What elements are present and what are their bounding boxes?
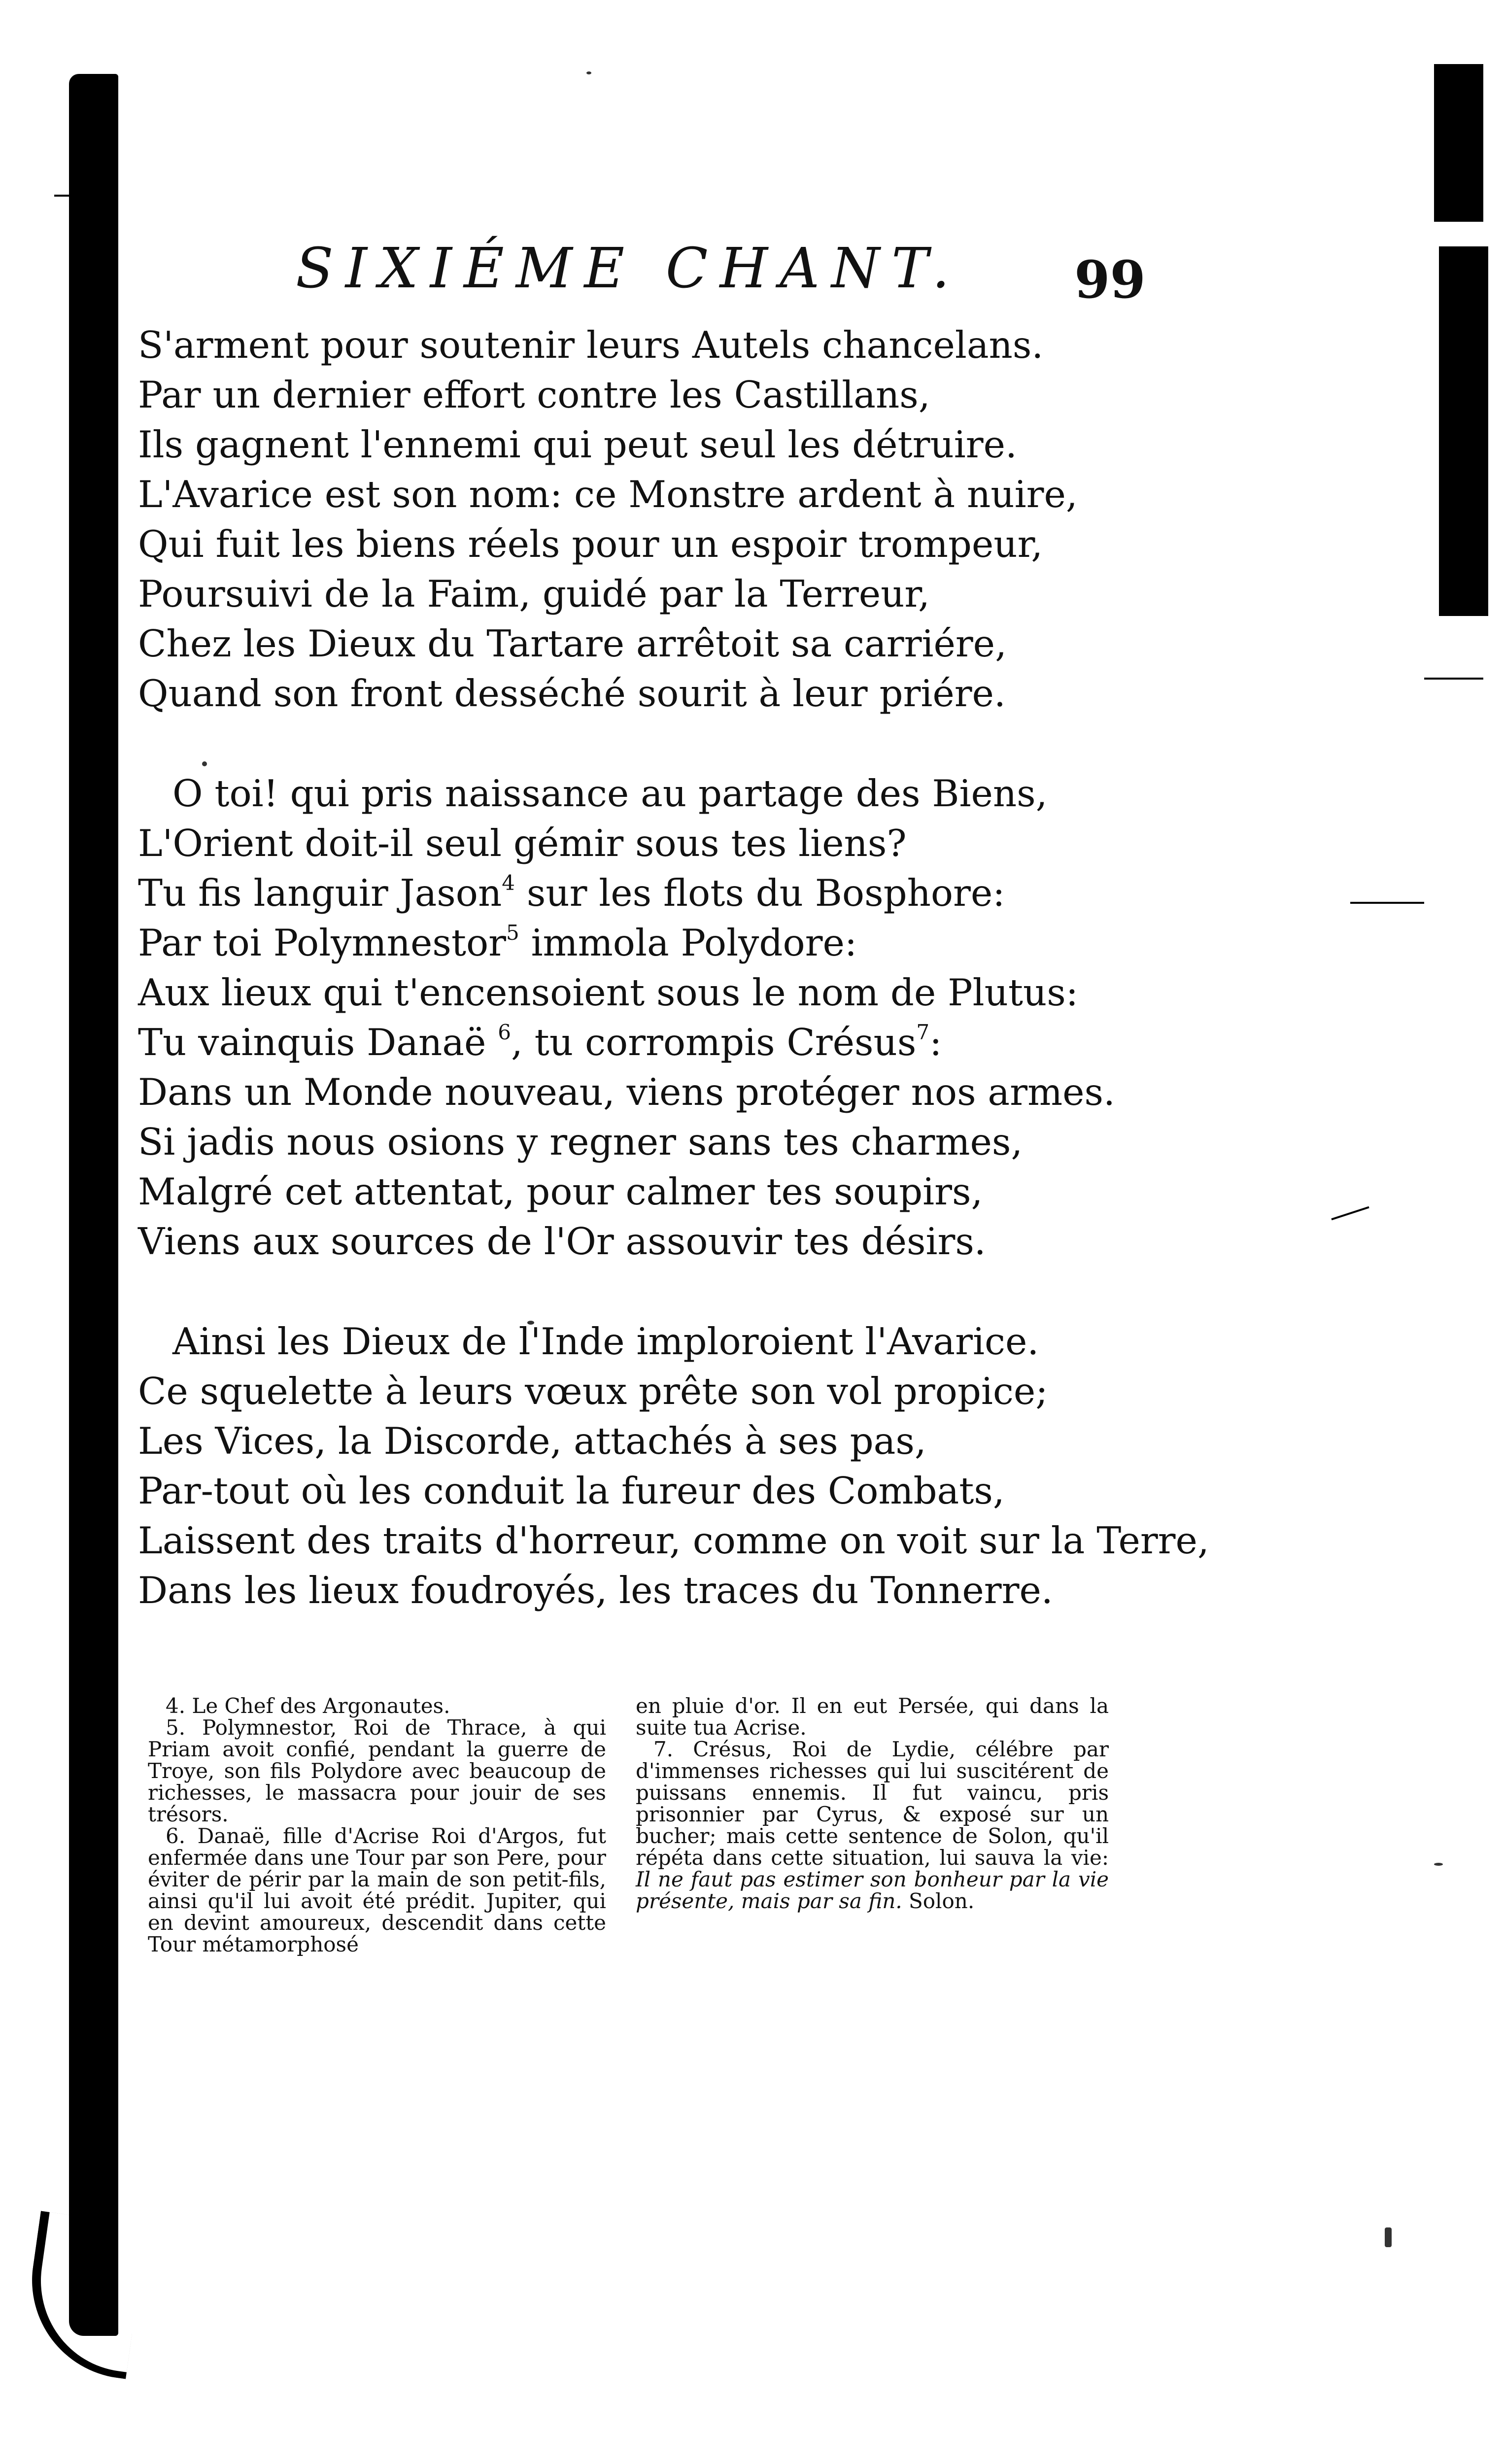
scan-speck — [586, 71, 591, 74]
verse-line: Aux lieux qui t'encensoient sous le nom de Plutus: — [138, 971, 1079, 1014]
stanza-3 — [138, 1317, 1209, 1615]
running-title: SIXIÉME CHANT. — [296, 237, 961, 301]
footnotes-column-left — [148, 1695, 606, 1955]
verse-line: Quand son front desséché sourit à leur priére. — [138, 672, 1006, 715]
verse-text: immola Polydore: — [519, 921, 857, 964]
verse-text: sur les flots du Bosphore: — [514, 871, 1005, 915]
verse-text: : — [929, 1021, 942, 1064]
scan-mark — [1350, 902, 1424, 904]
page-number: 99 — [1074, 249, 1146, 310]
footnote-6-continued: en pluie d'or. Il en eut Persée, qui dans la suite tua Acrise. — [636, 1694, 1109, 1740]
footnote-7 — [636, 1739, 1109, 1912]
verse-line: Dans un Monde nouveau, viens protéger nos armes. — [138, 1070, 1115, 1114]
footnote-ref-6: 6 — [498, 1020, 511, 1044]
scan-mark — [1331, 1206, 1369, 1221]
verse-line: S'arment pour soutenir leurs Autels chancelans. — [138, 323, 1044, 367]
footnote-5: 5. Polymnestor, Roi de Thrace, à qui Priam avoit confié, pendant la guerre de Troye, son fils Polydore avec beaucoup de richesses, le massacra pour jouir de ses trésors. — [148, 1715, 606, 1826]
verse-line: Ils gagnent l'ennemi qui peut seul les détruire. — [138, 423, 1017, 466]
verse-line: Poursuivi de la Faim, guidé par la Terreur, — [138, 572, 930, 616]
verse-line: O toi! qui pris naissance au partage des Biens, — [172, 772, 1048, 815]
verse-line: Chez les Dieux du Tartare arrêtoit sa carriére, — [138, 622, 1007, 665]
footnote-7-text: 7. Crésus, Roi de Lydie, célébre par d'immenses richesses qui lui suscitérent de puissans ennemis. Il fut vaincu, pris prisonnier par Cyrus, & exposé sur un bucher; mais cette sentence de Solon, qu'il répéta dans cette situation, lui sauva la vie: — [636, 1737, 1109, 1870]
verse-text: Tu vainquis Danaë — [138, 1021, 498, 1064]
verse-line: Laissent des traits d'horreur, comme on voit sur la Terre, — [138, 1519, 1209, 1562]
footnote-6: 6. Danaë, fille d'Acrise Roi d'Argos, fut enfermée dans une Tour par son Pere, pour éviter de périr par la main de son petit-fils, ainsi qu'il lui avoit été prédit. Jupiter, qui en devint amoureux, descendit dans cette Tour métamorphosé — [148, 1824, 606, 1956]
footnote-ref-5: 5 — [506, 921, 519, 945]
verse-text: Tu fis languir Jason — [138, 871, 502, 915]
verse-line: L'Orient doit-il seul gémir sous tes liens? — [138, 821, 907, 865]
footnote-7-quote: Il ne faut pas estimer son bonheur par la vie présente, mais par sa fin. — [636, 1867, 1109, 1913]
stanza-2 — [138, 769, 1173, 1266]
footnote-4: 4. Le Chef des Argonautes. — [166, 1694, 450, 1718]
scan-binding-curl — [19, 2211, 147, 2379]
scan-mark — [1424, 678, 1483, 680]
scan-mark — [54, 195, 94, 197]
footnote-7-attribution: Solon. — [909, 1889, 975, 1913]
footnote-ref-4: 4 — [502, 871, 515, 895]
verse-text: , tu corrompis Crésus — [511, 1021, 917, 1064]
verse-line — [138, 868, 1173, 918]
verse-line: Les Vices, la Discorde, attachés à ses pas, — [138, 1419, 926, 1463]
scan-binding-shadow-left — [69, 74, 118, 2336]
verse-line — [138, 1018, 1173, 1067]
poem-text — [138, 320, 1209, 1666]
stanza-1 — [138, 320, 1173, 719]
scan-edge-shadow-right — [1439, 246, 1488, 616]
verse-line: Dans les lieux foudroyés, les traces du Tonnerre. — [138, 1569, 1053, 1612]
verse-line: Ce squelette à leurs vœux prête son vol propice; — [138, 1369, 1048, 1413]
verse-line: Qui fuit les biens réels pour un espoir trompeur, — [138, 522, 1043, 566]
verse-text: Par toi Polymnestor — [138, 921, 506, 964]
verse-line: L'Avarice est son nom: ce Monstre ardent à nuire, — [138, 473, 1078, 516]
verse-line: Malgré cet attentat, pour calmer tes soupirs, — [138, 1170, 983, 1213]
verse-line: Par un dernier effort contre les Castillans, — [138, 373, 930, 416]
verse-line: Si jadis nous osions y regner sans tes charmes, — [138, 1120, 1023, 1164]
scan-edge-shadow-right-top — [1434, 64, 1483, 222]
footnotes-column-right — [636, 1695, 1109, 1912]
verse-line: Par-tout où les conduit la fureur des Combats, — [138, 1469, 1005, 1512]
verse-line: Viens aux sources de l'Or assouvir tes désirs. — [138, 1220, 986, 1263]
verse-line: Ainsi les Dieux de l'Inde imploroient l'Avarice. — [172, 1320, 1039, 1363]
verse-line — [138, 918, 1173, 968]
scan-speck — [1385, 2227, 1392, 2247]
footnote-ref-7: 7 — [916, 1020, 930, 1044]
scan-speck — [1434, 1863, 1443, 1866]
footnotes — [118, 1695, 1114, 2050]
page-header — [296, 232, 1146, 320]
